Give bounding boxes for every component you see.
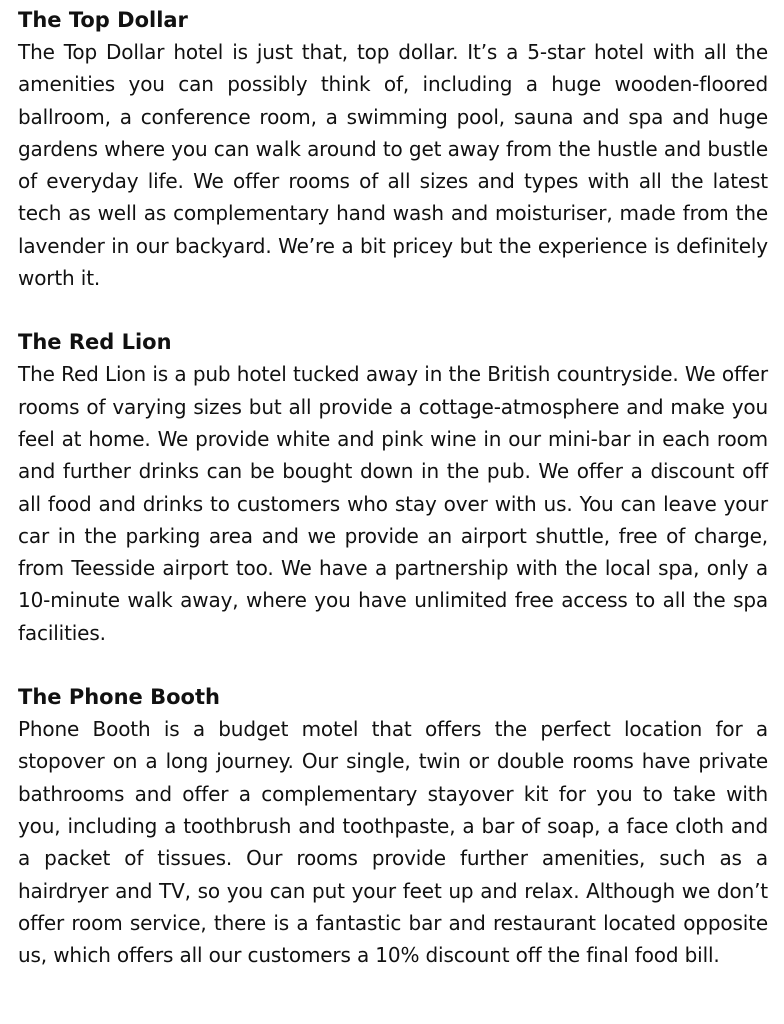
section-body: The Red Lion is a pub hotel tucked away in the British countryside. We offer rooms of varying sizes but all provide a cottage-atmosphere and make you feel at home. We provide white and pink wine in our mini-bar in each room and further drinks can be bought down in the pub. We offer a discount off all food and drinks to customers who stay over with us. You can leave your car in the parking area and we provide an airport shuttle, free of charge, from Teesside airport too. We have a partnership with the local spa, only a 10-minute walk away, where you have unlimited free access to all the spa facilities.: [18, 362, 768, 645]
hotel-section-top-dollar: [18, 4, 768, 294]
section-body: The Top Dollar hotel is just that, top dollar. It’s a 5-star hotel with all the amenities you can possibly think of, including a huge wooden-floored ballroom, a conference room, a swimming pool, sauna and spa and huge gardens where you can walk around to get away from the hustle and bustle of everyday life. We offer rooms of all sizes and types with all the latest tech as well as complementary hand wash and moisturiser, made from the lavender in our backyard. We’re a bit pricey but the experience is definitely worth it.: [18, 40, 768, 291]
hotel-section-red-lion: [18, 326, 768, 649]
section-title: The Red Lion: [18, 330, 172, 355]
hotel-section-phone-booth: [18, 681, 768, 971]
section-body: Phone Booth is a budget motel that offers the perfect location for a stopover on a long journey. Our single, twin or double rooms have private bathrooms and offer a complementary stayover kit for you to take with you, including a toothbrush and toothpaste, a bar of soap, a face cloth and a packet of tissues. Our rooms provide further amenities, such as a hairdryer and TV, so you can put your feet up and relax. Although we don’t offer room service, there is a fantastic bar and restaurant located opposite us, which offers all our customers a 10% discount off the final food bill.: [18, 717, 768, 968]
section-title: The Phone Booth: [18, 685, 220, 710]
section-title: The Top Dollar: [18, 8, 188, 32]
document: [18, 4, 768, 1003]
